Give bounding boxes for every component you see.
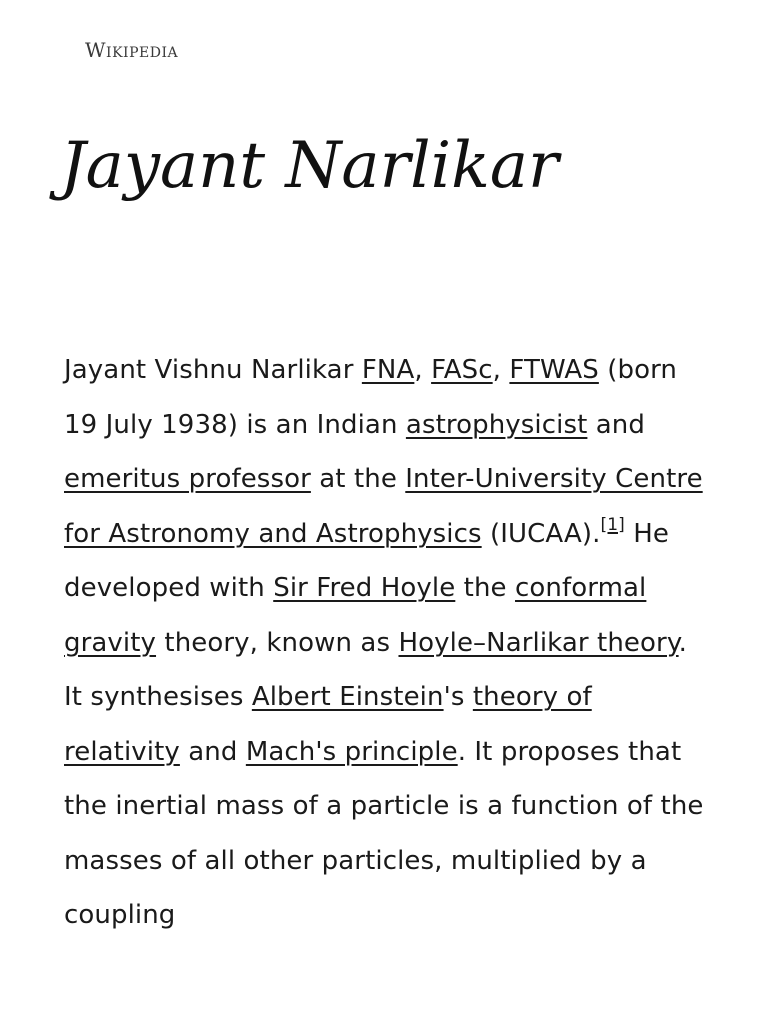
- link-theory-of-relativity[interactable]: theory of relativity: [64, 682, 592, 767]
- lead-text: at the: [310, 464, 406, 494]
- lead-text: He developed with: [64, 518, 670, 603]
- link-emeritus-professor[interactable]: emeritus professor: [64, 464, 311, 494]
- link-fasc[interactable]: FASc: [431, 355, 493, 385]
- lead-text: 's: [443, 682, 473, 712]
- wikipedia-wordmark[interactable]: Wikipedia: [85, 38, 179, 62]
- lead-text: and: [587, 409, 645, 440]
- link-fna[interactable]: FNA: [361, 355, 415, 385]
- lead-text: . It synthesises: [64, 627, 687, 712]
- link-fred-hoyle[interactable]: Sir Fred Hoyle: [273, 573, 456, 603]
- link-machs-principle[interactable]: Mach's principle: [245, 736, 458, 767]
- lead-text: and: [179, 736, 246, 767]
- link-iucaa[interactable]: Inter-University Centre for Astronomy and Astrophysics: [64, 464, 703, 549]
- lead-text: ,: [492, 355, 510, 385]
- lead-text: the: [455, 573, 516, 603]
- lead-text: (IUCAA).: [481, 518, 601, 549]
- link-albert-einstein[interactable]: Albert Einstein: [251, 682, 444, 712]
- reference-sup: [601, 515, 625, 535]
- lead-text: theory, known as: [156, 627, 399, 658]
- link-hoyle-narlikar-theory[interactable]: Hoyle–Narlikar theory: [398, 627, 679, 658]
- link-ftwas[interactable]: FTWAS: [509, 355, 599, 385]
- lead-text: Jayant Vishnu Narlikar: [64, 355, 362, 385]
- page-title: Jayant Narlikar: [60, 129, 559, 203]
- lead-text: (born 19 July 1938) is an Indian: [64, 355, 677, 440]
- link-astrophysicist[interactable]: astrophysicist: [405, 409, 588, 440]
- lead-text: ,: [414, 355, 432, 385]
- lead-paragraph: [64, 343, 704, 943]
- link-conformal-gravity[interactable]: conformal gravity: [64, 573, 647, 658]
- lead-text: . It proposes that the inertial mass of a particle is a function of the masses of all other particles, multiplied by a coupling: [64, 736, 704, 930]
- reference-link-1[interactable]: [1]: [600, 514, 625, 535]
